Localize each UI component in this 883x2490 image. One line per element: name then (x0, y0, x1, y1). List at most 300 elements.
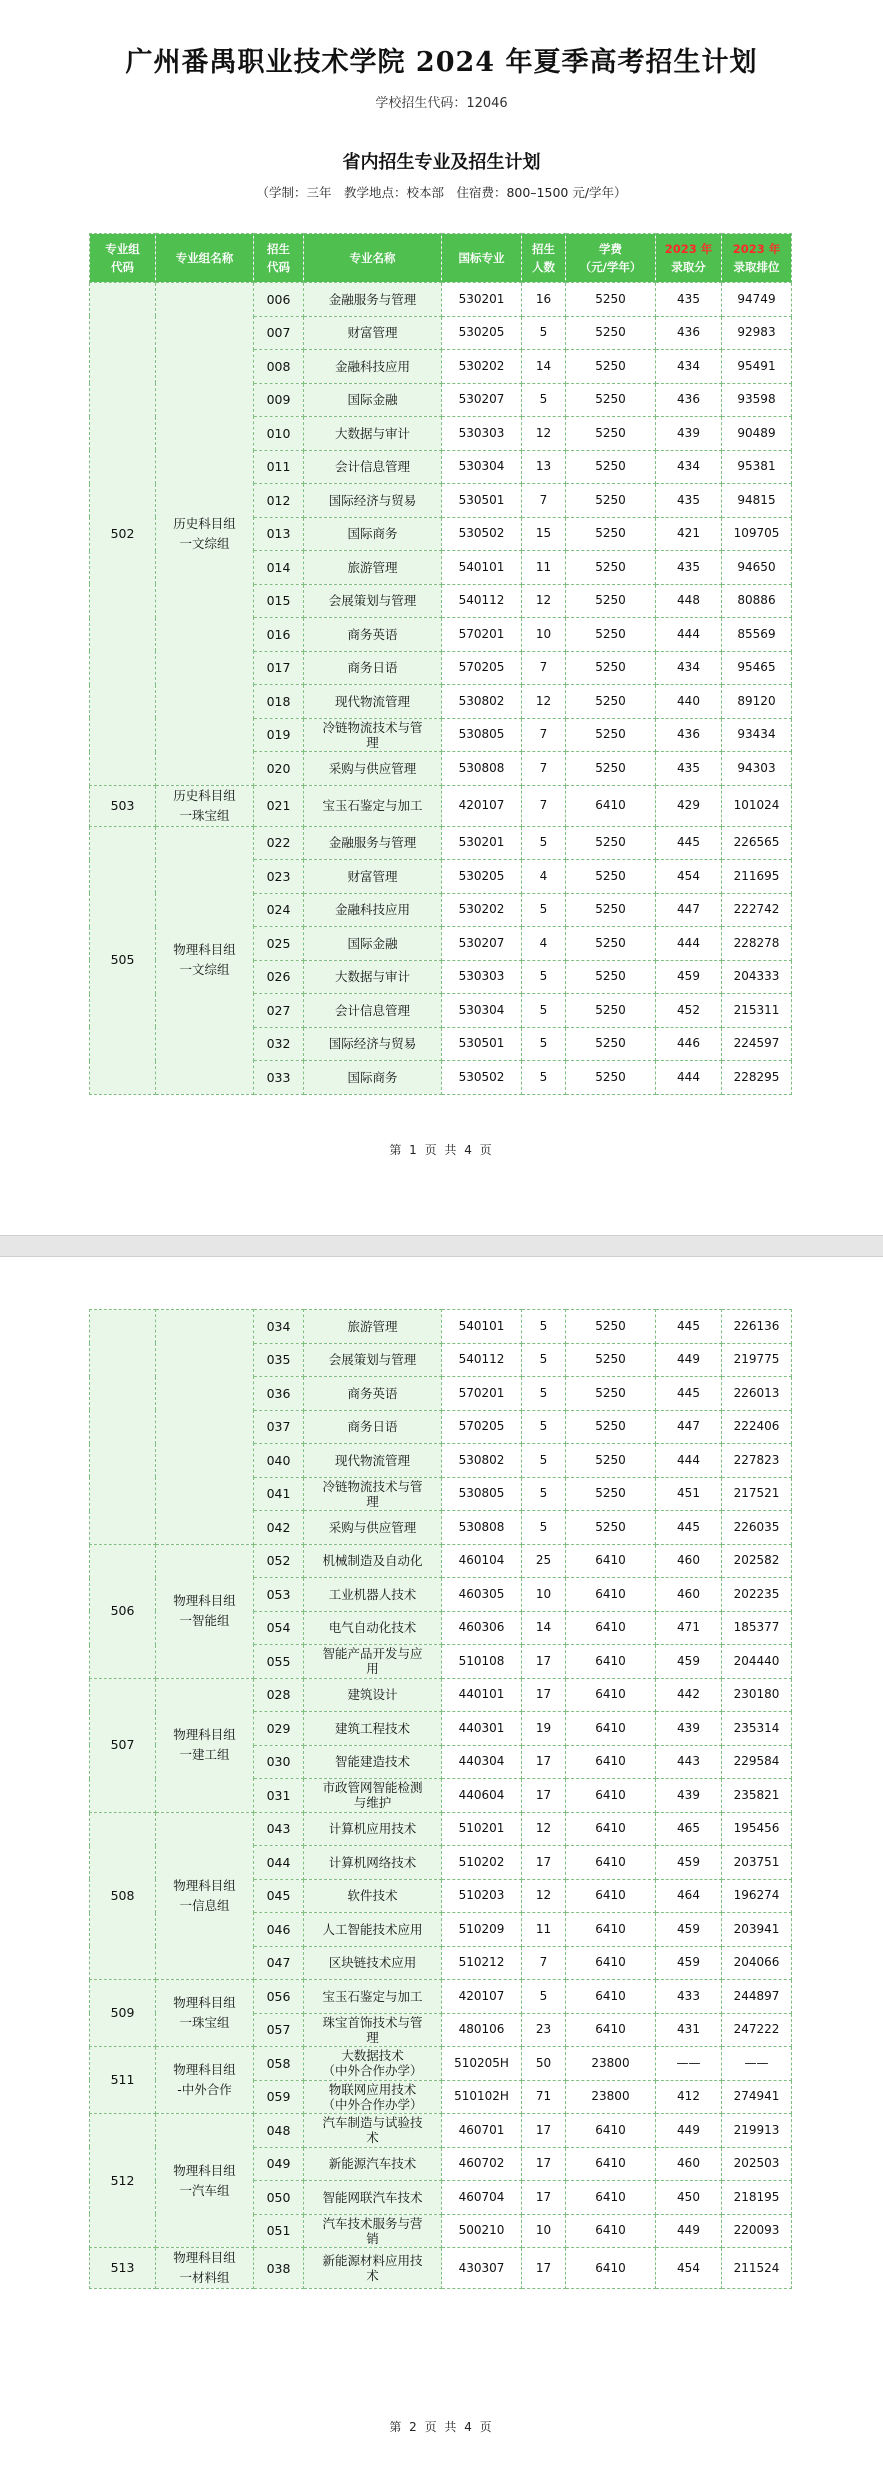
national-code-cell: 530205 (442, 860, 522, 894)
header-line: 专业组名称 (175, 251, 234, 265)
score-2023-cell: 436 (656, 718, 722, 752)
national-code-cell: 540101 (442, 551, 522, 585)
score-2023-cell: 459 (656, 1846, 722, 1880)
header-enroll-count (522, 234, 566, 283)
national-code-cell: 530304 (442, 450, 522, 484)
score-2023-cell: 435 (656, 752, 722, 786)
tuition-cell: 6410 (566, 1846, 656, 1880)
rank-2023-cell: 228278 (722, 927, 792, 961)
national-code-cell: 420107 (442, 1980, 522, 2014)
enroll-count-cell: 7 (522, 752, 566, 786)
major-name-cell: 国际商务 (304, 517, 442, 551)
national-code-cell: 530502 (442, 517, 522, 551)
group-name-cell: 物理科目组 一材料组 (156, 2248, 254, 2289)
enroll-code-cell: 043 (254, 1812, 304, 1846)
rank-2023-cell: 228295 (722, 1061, 792, 1095)
table-row (90, 1812, 792, 1846)
score-2023-cell: 445 (656, 1511, 722, 1545)
enroll-count-cell: 17 (522, 2181, 566, 2215)
tuition-cell: 5250 (566, 1061, 656, 1095)
enroll-count-cell: 15 (522, 517, 566, 551)
rank-2023-cell: 101024 (722, 785, 792, 826)
group-code-cell: 503 (90, 785, 156, 826)
national-code-cell: 530202 (442, 350, 522, 384)
rank-2023-cell: 226035 (722, 1511, 792, 1545)
tuition-cell: 6410 (566, 1544, 656, 1578)
enroll-code-cell: 051 (254, 2214, 304, 2248)
enroll-code-cell: 052 (254, 1544, 304, 1578)
header-group-name (156, 234, 254, 283)
enroll-count-cell: 50 (522, 2047, 566, 2081)
tuition-cell: 5250 (566, 1310, 656, 1344)
score-2023-cell: 412 (656, 2080, 722, 2114)
score-2023-cell: 448 (656, 584, 722, 618)
enroll-count-cell: 7 (522, 651, 566, 685)
group-code-cell: 506 (90, 1544, 156, 1678)
tuition-cell: 5250 (566, 1444, 656, 1478)
header-line: （元/学年） (579, 260, 642, 274)
table-row (90, 283, 792, 317)
enroll-count-cell: 11 (522, 551, 566, 585)
header-line: 学费 (599, 242, 622, 256)
rank-2023-cell: 222742 (722, 893, 792, 927)
rank-2023-cell: 203941 (722, 1913, 792, 1947)
enroll-code-cell: 012 (254, 484, 304, 518)
major-name-cell: 金融科技应用 (304, 350, 442, 384)
rank-2023-cell: 235314 (722, 1712, 792, 1746)
enroll-count-cell: 25 (522, 1544, 566, 1578)
enroll-count-cell: 5 (522, 1444, 566, 1478)
score-2023-cell: 442 (656, 1678, 722, 1712)
national-code-cell: 530303 (442, 417, 522, 451)
enroll-count-cell: 12 (522, 1812, 566, 1846)
score-2023-cell: 460 (656, 1544, 722, 1578)
document-page-2 (0, 1257, 883, 2490)
national-code-cell: 510209 (442, 1913, 522, 1947)
header-tuition (566, 234, 656, 283)
tuition-cell: 6410 (566, 1611, 656, 1645)
tuition-cell: 6410 (566, 1745, 656, 1779)
tuition-cell: 5250 (566, 551, 656, 585)
rank-2023-cell: 211695 (722, 860, 792, 894)
header-line: 专业名称 (349, 251, 396, 265)
tuition-cell: 6410 (566, 1946, 656, 1980)
score-2023-cell: 445 (656, 1310, 722, 1344)
rank-2023-cell: 227823 (722, 1444, 792, 1478)
header-line: 2023 年 (732, 242, 781, 256)
enroll-count-cell: 5 (522, 1477, 566, 1511)
enroll-code-cell: 022 (254, 826, 304, 860)
enroll-code-cell: 025 (254, 927, 304, 961)
rank-2023-cell: 92983 (722, 316, 792, 350)
enroll-count-cell: 4 (522, 927, 566, 961)
tuition-cell: 5250 (566, 283, 656, 317)
tuition-cell: 23800 (566, 2080, 656, 2114)
tuition-cell: 23800 (566, 2047, 656, 2081)
enroll-code-cell: 011 (254, 450, 304, 484)
score-2023-cell: 440 (656, 685, 722, 719)
enroll-count-cell: 4 (522, 860, 566, 894)
score-2023-cell: 439 (656, 1779, 722, 1813)
enroll-count-cell: 5 (522, 383, 566, 417)
rank-2023-cell: 95491 (722, 350, 792, 384)
group-name-cell: 物理科目组 一智能组 (156, 1544, 254, 1678)
score-2023-cell: 435 (656, 551, 722, 585)
enroll-count-cell: 17 (522, 2147, 566, 2181)
enroll-count-cell: 19 (522, 1712, 566, 1746)
enroll-code-cell: 037 (254, 1410, 304, 1444)
enroll-code-cell: 058 (254, 2047, 304, 2081)
rank-2023-cell: 218195 (722, 2181, 792, 2215)
national-code-cell: 530502 (442, 1061, 522, 1095)
tuition-cell: 5250 (566, 1410, 656, 1444)
score-2023-cell: 444 (656, 618, 722, 652)
rank-2023-cell: 204333 (722, 960, 792, 994)
group-name-cell (156, 1310, 254, 1545)
rank-2023-cell: 95465 (722, 651, 792, 685)
tuition-cell: 5250 (566, 1027, 656, 1061)
rank-2023-cell: 274941 (722, 2080, 792, 2114)
header-score-2023 (656, 234, 722, 283)
rank-2023-cell: 224597 (722, 1027, 792, 1061)
score-2023-cell: 433 (656, 1980, 722, 2014)
enroll-code-cell: 034 (254, 1310, 304, 1344)
header-rank-2023 (722, 234, 792, 283)
header-line: 招生 (267, 242, 290, 256)
enroll-count-cell: 10 (522, 618, 566, 652)
score-2023-cell: 460 (656, 2147, 722, 2181)
national-code-cell: 510102H (442, 2080, 522, 2114)
rank-2023-cell: 94303 (722, 752, 792, 786)
score-2023-cell: 435 (656, 283, 722, 317)
header-line: 代码 (267, 260, 290, 274)
group-code-cell (90, 1310, 156, 1545)
tuition-cell: 5250 (566, 484, 656, 518)
score-2023-cell: 450 (656, 2181, 722, 2215)
group-code-cell: 512 (90, 2114, 156, 2248)
score-2023-cell: 446 (656, 1027, 722, 1061)
major-name-cell: 财富管理 (304, 860, 442, 894)
national-code-cell: 530808 (442, 752, 522, 786)
enroll-code-cell: 021 (254, 785, 304, 826)
group-name-cell: 物理科目组 一信息组 (156, 1812, 254, 1980)
score-2023-cell: 454 (656, 2248, 722, 2289)
header-line: 代码 (111, 260, 134, 274)
tuition-cell: 5250 (566, 517, 656, 551)
tuition-cell: 5250 (566, 1343, 656, 1377)
score-2023-cell: 439 (656, 417, 722, 451)
major-name-cell: 国际经济与贸易 (304, 484, 442, 518)
score-2023-cell: 429 (656, 785, 722, 826)
tuition-cell: 5250 (566, 752, 656, 786)
header-enroll-code (254, 234, 304, 283)
rank-2023-cell: 185377 (722, 1611, 792, 1645)
score-2023-cell: 449 (656, 2114, 722, 2148)
enroll-code-cell: 057 (254, 2013, 304, 2047)
national-code-cell: 460704 (442, 2181, 522, 2215)
enroll-count-cell: 7 (522, 1946, 566, 1980)
national-code-cell: 510205H (442, 2047, 522, 2081)
group-name-cell: 物理科目组 一珠宝组 (156, 1980, 254, 2047)
table-row (90, 2114, 792, 2148)
enroll-count-cell: 5 (522, 1310, 566, 1344)
group-code-cell: 509 (90, 1980, 156, 2047)
enroll-code-cell: 010 (254, 417, 304, 451)
major-name-cell: 电气自动化技术 (304, 1611, 442, 1645)
enroll-code-cell: 041 (254, 1477, 304, 1511)
national-code-cell: 530205 (442, 316, 522, 350)
enroll-count-cell: 5 (522, 1061, 566, 1095)
rank-2023-cell: 195456 (722, 1812, 792, 1846)
enroll-code-cell: 007 (254, 316, 304, 350)
major-name-cell: 大数据与审计 (304, 960, 442, 994)
national-code-cell: 540101 (442, 1310, 522, 1344)
major-name-cell: 国际经济与贸易 (304, 1027, 442, 1061)
enroll-count-cell: 5 (522, 1410, 566, 1444)
enroll-code-cell: 045 (254, 1879, 304, 1913)
rank-2023-cell: 235821 (722, 1779, 792, 1813)
group-name-cell: 物理科目组 -中外合作 (156, 2047, 254, 2114)
major-name-cell: 旅游管理 (304, 551, 442, 585)
enroll-code-cell: 023 (254, 860, 304, 894)
tuition-cell: 6410 (566, 1678, 656, 1712)
table-row (90, 826, 792, 860)
page-footer: 第 2 页 共 4 页 (389, 2420, 494, 2434)
enroll-count-cell: 14 (522, 350, 566, 384)
score-2023-cell: 447 (656, 893, 722, 927)
header-line: 录取分 (671, 260, 706, 274)
major-name-cell: 物联网应用技术 （中外合作办学） (304, 2080, 442, 2114)
enroll-count-cell: 5 (522, 1511, 566, 1545)
enrollment-table-page-1 (89, 233, 792, 1095)
group-code-cell: 511 (90, 2047, 156, 2114)
national-code-cell: 460701 (442, 2114, 522, 2148)
score-2023-cell: 436 (656, 316, 722, 350)
score-2023-cell: 439 (656, 1712, 722, 1746)
major-name-cell: 智能产品开发与应 用 (304, 1645, 442, 1679)
score-2023-cell: 471 (656, 1611, 722, 1645)
tuition-cell: 6410 (566, 1980, 656, 2014)
tuition-cell: 6410 (566, 1879, 656, 1913)
rank-2023-cell: 80886 (722, 584, 792, 618)
enroll-count-cell: 5 (522, 1027, 566, 1061)
enroll-code-cell: 016 (254, 618, 304, 652)
enroll-code-cell: 044 (254, 1846, 304, 1880)
national-code-cell: 480106 (442, 2013, 522, 2047)
major-name-cell: 新能源材料应用技 术 (304, 2248, 442, 2289)
header-group-code (90, 234, 156, 283)
national-code-cell: 530303 (442, 960, 522, 994)
score-2023-cell: 451 (656, 1477, 722, 1511)
enroll-count-cell: 10 (522, 2214, 566, 2248)
national-code-cell: 460104 (442, 1544, 522, 1578)
score-2023-cell: 454 (656, 860, 722, 894)
national-code-cell: 530802 (442, 1444, 522, 1478)
enroll-code-cell: 033 (254, 1061, 304, 1095)
enroll-code-cell: 040 (254, 1444, 304, 1478)
rank-2023-cell: 230180 (722, 1678, 792, 1712)
enroll-count-cell: 7 (522, 484, 566, 518)
tuition-cell: 5250 (566, 960, 656, 994)
enroll-code-cell: 050 (254, 2181, 304, 2215)
page-footer: 第 1 页 共 4 页 (389, 1143, 494, 1157)
major-name-cell: 国际金融 (304, 383, 442, 417)
rank-2023-cell: 219775 (722, 1343, 792, 1377)
enroll-count-cell: 10 (522, 1578, 566, 1612)
score-2023-cell: 449 (656, 2214, 722, 2248)
major-name-cell: 现代物流管理 (304, 1444, 442, 1478)
rank-2023-cell: 95381 (722, 450, 792, 484)
enroll-code-cell: 009 (254, 383, 304, 417)
tuition-cell: 6410 (566, 2114, 656, 2148)
rank-2023-cell: 219913 (722, 2114, 792, 2148)
school-code: 学校招生代码：12046 (375, 96, 508, 111)
national-code-cell: 530207 (442, 383, 522, 417)
group-code-cell: 505 (90, 826, 156, 1094)
score-2023-cell: 434 (656, 350, 722, 384)
enroll-code-cell: 028 (254, 1678, 304, 1712)
tuition-cell: 6410 (566, 1578, 656, 1612)
tuition-cell: 6410 (566, 1645, 656, 1679)
score-2023-cell: 445 (656, 826, 722, 860)
rank-2023-cell: 196274 (722, 1879, 792, 1913)
major-name-cell: 冷链物流技术与管 理 (304, 718, 442, 752)
document-title: 广州番禺职业技术学院 2024 年夏季高考招生计划 (125, 47, 758, 78)
enroll-count-cell: 17 (522, 1678, 566, 1712)
national-code-cell: 530805 (442, 718, 522, 752)
group-name-cell: 历史科目组 一珠宝组 (156, 785, 254, 826)
rank-2023-cell: 93434 (722, 718, 792, 752)
major-name-cell: 智能网联汽车技术 (304, 2181, 442, 2215)
rank-2023-cell: 90489 (722, 417, 792, 451)
major-name-cell: 大数据与审计 (304, 417, 442, 451)
national-code-cell: 530808 (442, 1511, 522, 1545)
tuition-cell: 5250 (566, 618, 656, 652)
enroll-count-cell: 17 (522, 1645, 566, 1679)
tuition-cell: 5250 (566, 350, 656, 384)
national-code-cell: 530201 (442, 283, 522, 317)
enrollment-table-page-2 (89, 1309, 792, 2289)
major-name-cell: 现代物流管理 (304, 685, 442, 719)
enroll-count-cell: 12 (522, 584, 566, 618)
score-2023-cell: —— (656, 2047, 722, 2081)
rank-2023-cell: 204066 (722, 1946, 792, 1980)
major-name-cell: 汽车制造与试验技 术 (304, 2114, 442, 2148)
major-name-cell: 国际商务 (304, 1061, 442, 1095)
major-name-cell: 金融科技应用 (304, 893, 442, 927)
tuition-cell: 6410 (566, 2013, 656, 2047)
tuition-cell: 6410 (566, 1812, 656, 1846)
enroll-code-cell: 032 (254, 1027, 304, 1061)
national-code-cell: 420107 (442, 785, 522, 826)
rank-2023-cell: 215311 (722, 994, 792, 1028)
enroll-count-cell: 5 (522, 316, 566, 350)
rank-2023-cell: 202235 (722, 1578, 792, 1612)
major-name-cell: 商务英语 (304, 618, 442, 652)
enroll-code-cell: 020 (254, 752, 304, 786)
enroll-code-cell: 042 (254, 1511, 304, 1545)
major-name-cell: 宝玉石鉴定与加工 (304, 785, 442, 826)
national-code-cell: 430307 (442, 2248, 522, 2289)
enroll-code-cell: 030 (254, 1745, 304, 1779)
rank-2023-cell: 247222 (722, 2013, 792, 2047)
header-line: 人数 (532, 260, 555, 274)
national-code-cell: 530207 (442, 927, 522, 961)
major-name-cell: 大数据技术 （中外合作办学） (304, 2047, 442, 2081)
table-row (90, 2047, 792, 2081)
tuition-cell: 6410 (566, 2214, 656, 2248)
enroll-count-cell: 5 (522, 960, 566, 994)
header-line: 招生 (532, 242, 555, 256)
group-name-cell: 历史科目组 一文综组 (156, 283, 254, 786)
enroll-count-cell: 17 (522, 1745, 566, 1779)
major-name-cell: 软件技术 (304, 1879, 442, 1913)
tuition-cell: 6410 (566, 785, 656, 826)
section-subtitle: （学制：三年 教学地点：校本部 住宿费：800–1500 元/学年） (256, 185, 627, 200)
national-code-cell: 570201 (442, 618, 522, 652)
score-2023-cell: 444 (656, 927, 722, 961)
enroll-count-cell: 5 (522, 893, 566, 927)
table-header-row (90, 234, 792, 283)
national-code-cell: 540112 (442, 584, 522, 618)
national-code-cell: 440101 (442, 1678, 522, 1712)
enroll-code-cell: 036 (254, 1377, 304, 1411)
national-code-cell: 460305 (442, 1578, 522, 1612)
major-name-cell: 工业机器人技术 (304, 1578, 442, 1612)
rank-2023-cell: 211524 (722, 2248, 792, 2289)
header-line: 录取排位 (733, 260, 780, 274)
major-name-cell: 计算机网络技术 (304, 1846, 442, 1880)
major-name-cell: 金融服务与管理 (304, 283, 442, 317)
enroll-code-cell: 008 (254, 350, 304, 384)
tuition-cell: 5250 (566, 450, 656, 484)
enroll-code-cell: 049 (254, 2147, 304, 2181)
score-2023-cell: 449 (656, 1343, 722, 1377)
enroll-count-cell: 7 (522, 785, 566, 826)
rank-2023-cell: 94749 (722, 283, 792, 317)
tuition-cell: 5250 (566, 316, 656, 350)
national-code-cell: 530501 (442, 1027, 522, 1061)
major-name-cell: 冷链物流技术与管 理 (304, 1477, 442, 1511)
document-page-1 (0, 0, 883, 1235)
rank-2023-cell: 204440 (722, 1645, 792, 1679)
rank-2023-cell: 85569 (722, 618, 792, 652)
major-name-cell: 采购与供应管理 (304, 1511, 442, 1545)
national-code-cell: 510203 (442, 1879, 522, 1913)
score-2023-cell: 459 (656, 960, 722, 994)
tuition-cell: 5250 (566, 893, 656, 927)
major-name-cell: 人工智能技术应用 (304, 1913, 442, 1947)
tuition-cell: 5250 (566, 718, 656, 752)
rank-2023-cell: 226565 (722, 826, 792, 860)
enroll-code-cell: 013 (254, 517, 304, 551)
enroll-count-cell: 5 (522, 826, 566, 860)
tuition-cell: 6410 (566, 1779, 656, 1813)
major-name-cell: 会展策划与管理 (304, 584, 442, 618)
tuition-cell: 5250 (566, 417, 656, 451)
national-code-cell: 570201 (442, 1377, 522, 1411)
tuition-cell: 6410 (566, 2181, 656, 2215)
national-code-cell: 460702 (442, 2147, 522, 2181)
enroll-code-cell: 014 (254, 551, 304, 585)
major-name-cell: 旅游管理 (304, 1310, 442, 1344)
rank-2023-cell: 94650 (722, 551, 792, 585)
enroll-code-cell: 019 (254, 718, 304, 752)
national-code-cell: 510212 (442, 1946, 522, 1980)
rank-2023-cell: 244897 (722, 1980, 792, 2014)
major-name-cell: 宝玉石鉴定与加工 (304, 1980, 442, 2014)
enroll-code-cell: 054 (254, 1611, 304, 1645)
